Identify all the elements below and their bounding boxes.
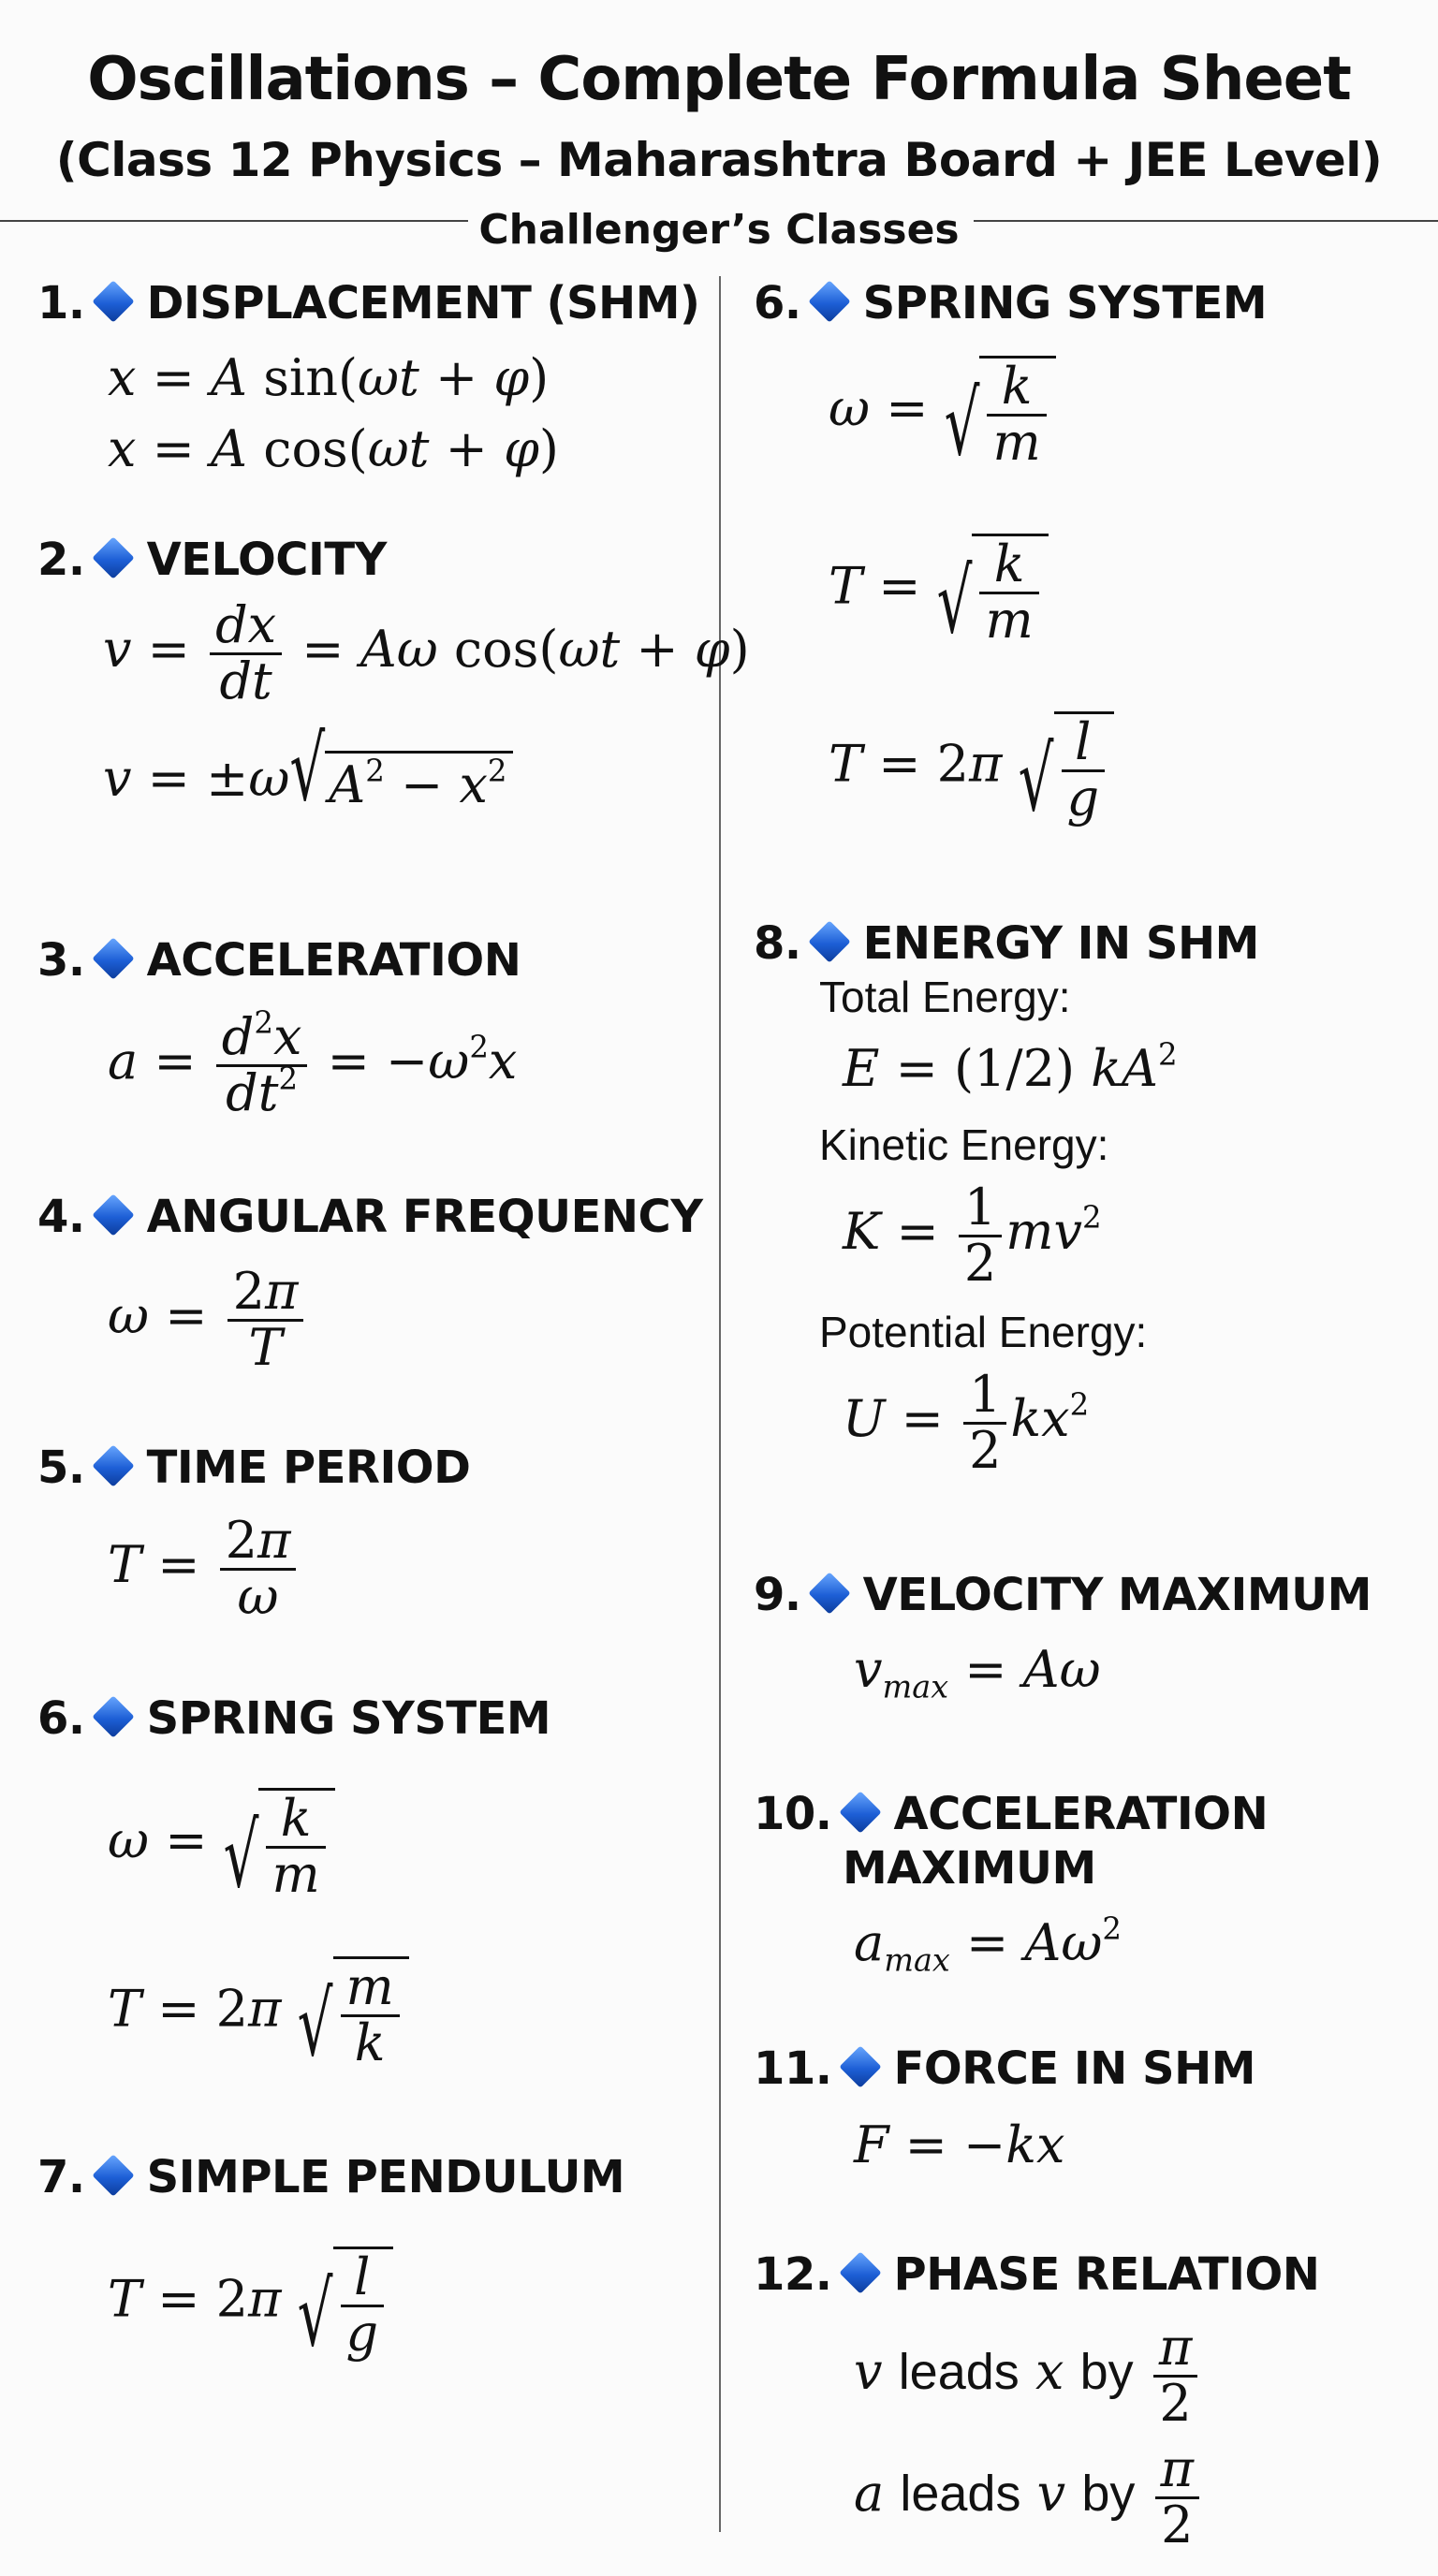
formula: ω = √ $\frac{k}{m}$ — [829, 356, 1056, 469]
section-title: TIME PERIOD — [146, 1442, 471, 1494]
section-title: ACCELERATION — [146, 934, 521, 987]
blue-diamond-icon — [839, 2251, 881, 2293]
section-heading — [754, 1788, 1268, 1840]
blue-diamond-icon — [839, 1791, 881, 1833]
formula: T = √ $\frac{k}{m}$ — [829, 534, 1049, 647]
formula: U = $\frac{1}{2}$ $kx^2$ — [843, 1365, 1090, 1480]
section-title: FORCE IN SHM — [893, 2042, 1256, 2095]
section-title: ACCELERATION — [893, 1788, 1269, 1840]
blue-diamond-icon — [92, 1695, 134, 1737]
section-title: DISPLACEMENT (SHM) — [146, 277, 700, 329]
section-heading — [37, 1442, 470, 1494]
section-number: 10. — [754, 1788, 832, 1840]
formula: $a_{max} = A\omega^2$ — [854, 1910, 1122, 1979]
page-title: Oscillations – Complete Formula Sheet — [87, 45, 1351, 114]
section-heading — [754, 2042, 1255, 2095]
formula: T = $\frac{2\pi}{\omega}$ — [108, 1515, 300, 1623]
formula: ω = √ $\frac{k}{m}$ — [108, 1788, 335, 1901]
section-number: 5. — [37, 1442, 85, 1494]
section-heading — [754, 1569, 1372, 1621]
formula: v = ±ω √ $A^2 - x^2$ — [103, 749, 513, 814]
section-title: VELOCITY MAXIMUM — [862, 1569, 1372, 1621]
section-number: 12. — [754, 2248, 832, 2301]
section-number: 8. — [754, 917, 801, 970]
blue-diamond-icon — [92, 2154, 134, 2196]
section-title-continued: MAXIMUM — [843, 1842, 1096, 1895]
section-title: ENERGY IN SHM — [862, 917, 1259, 970]
label-potential-energy: Potential Energy: — [819, 1308, 1148, 1356]
section-title: PHASE RELATION — [893, 2248, 1320, 2301]
formula: x = A sin(ωt + φ) — [108, 348, 550, 407]
section-heading — [37, 277, 699, 329]
section-number: 6. — [754, 277, 801, 329]
formula: ω = $\frac{2\pi}{T}$ — [108, 1266, 307, 1374]
section-number: 4. — [37, 1191, 85, 1243]
blue-diamond-icon — [808, 280, 850, 322]
credit-line: Challenger’s Classes — [478, 206, 960, 254]
section-heading — [754, 917, 1259, 970]
section-heading — [37, 534, 387, 586]
label-total-energy: Total Energy: — [819, 973, 1071, 1021]
label-kinetic-energy: Kinetic Energy: — [819, 1120, 1109, 1169]
blue-diamond-icon — [839, 2045, 881, 2087]
blue-diamond-icon — [92, 280, 134, 322]
formula: $v_{max} = A\omega$ — [854, 1640, 1101, 1705]
formula: E = (1/2) $kA^2$ — [843, 1036, 1178, 1098]
section-heading — [37, 1191, 703, 1243]
formula: K = $\frac{1}{2}$ $mv^2$ — [843, 1178, 1102, 1293]
formula: F = −kx — [854, 2115, 1065, 2174]
formula: T = 2π √ $\frac{l}{g}$ — [829, 711, 1114, 825]
section-heading — [754, 277, 1267, 329]
section-title: SIMPLE PENDULUM — [146, 2151, 625, 2203]
blue-diamond-icon — [808, 1572, 850, 1614]
formula: x = A cos(ωt + φ) — [108, 419, 559, 478]
section-number: 1. — [37, 277, 85, 329]
formula: T = 2π √ $\frac{m}{k}$ — [108, 1956, 409, 2070]
section-title: VELOCITY — [146, 534, 387, 586]
blue-diamond-icon — [92, 1193, 134, 1236]
section-heading — [754, 2248, 1319, 2301]
section-number: 11. — [754, 2042, 832, 2095]
formula: v = $\frac{dx}{dt}$ = Aω cos(ωt + φ) — [103, 595, 750, 710]
blue-diamond-icon — [92, 937, 134, 979]
blue-diamond-icon — [92, 1444, 134, 1486]
section-number: 6. — [37, 1692, 85, 1745]
section-heading — [37, 934, 521, 987]
section-title: SPRING SYSTEM — [862, 277, 1268, 329]
page-subtitle: (Class 12 Physics – Maharashtra Board + JEE Level) — [55, 133, 1383, 187]
section-heading — [37, 1692, 550, 1745]
formula: a leads v by $\frac{\pi}{2}$ — [854, 2443, 1203, 2552]
formula: v leads x by $\frac{\pi}{2}$ — [854, 2321, 1201, 2430]
section-number: 7. — [37, 2151, 85, 2203]
section-title: ANGULAR FREQUENCY — [146, 1191, 703, 1243]
section-number: 9. — [754, 1569, 801, 1621]
section-title: SPRING SYSTEM — [146, 1692, 551, 1745]
blue-diamond-icon — [92, 536, 134, 578]
section-number: 2. — [37, 534, 85, 586]
formula: T = 2π √ $\frac{l}{g}$ — [108, 2247, 393, 2360]
formula: a = $\frac{d^2x}{dt^2}$ = $-\omega^2x$ — [108, 1004, 518, 1122]
section-number: 3. — [37, 934, 85, 987]
blue-diamond-icon — [808, 920, 850, 962]
